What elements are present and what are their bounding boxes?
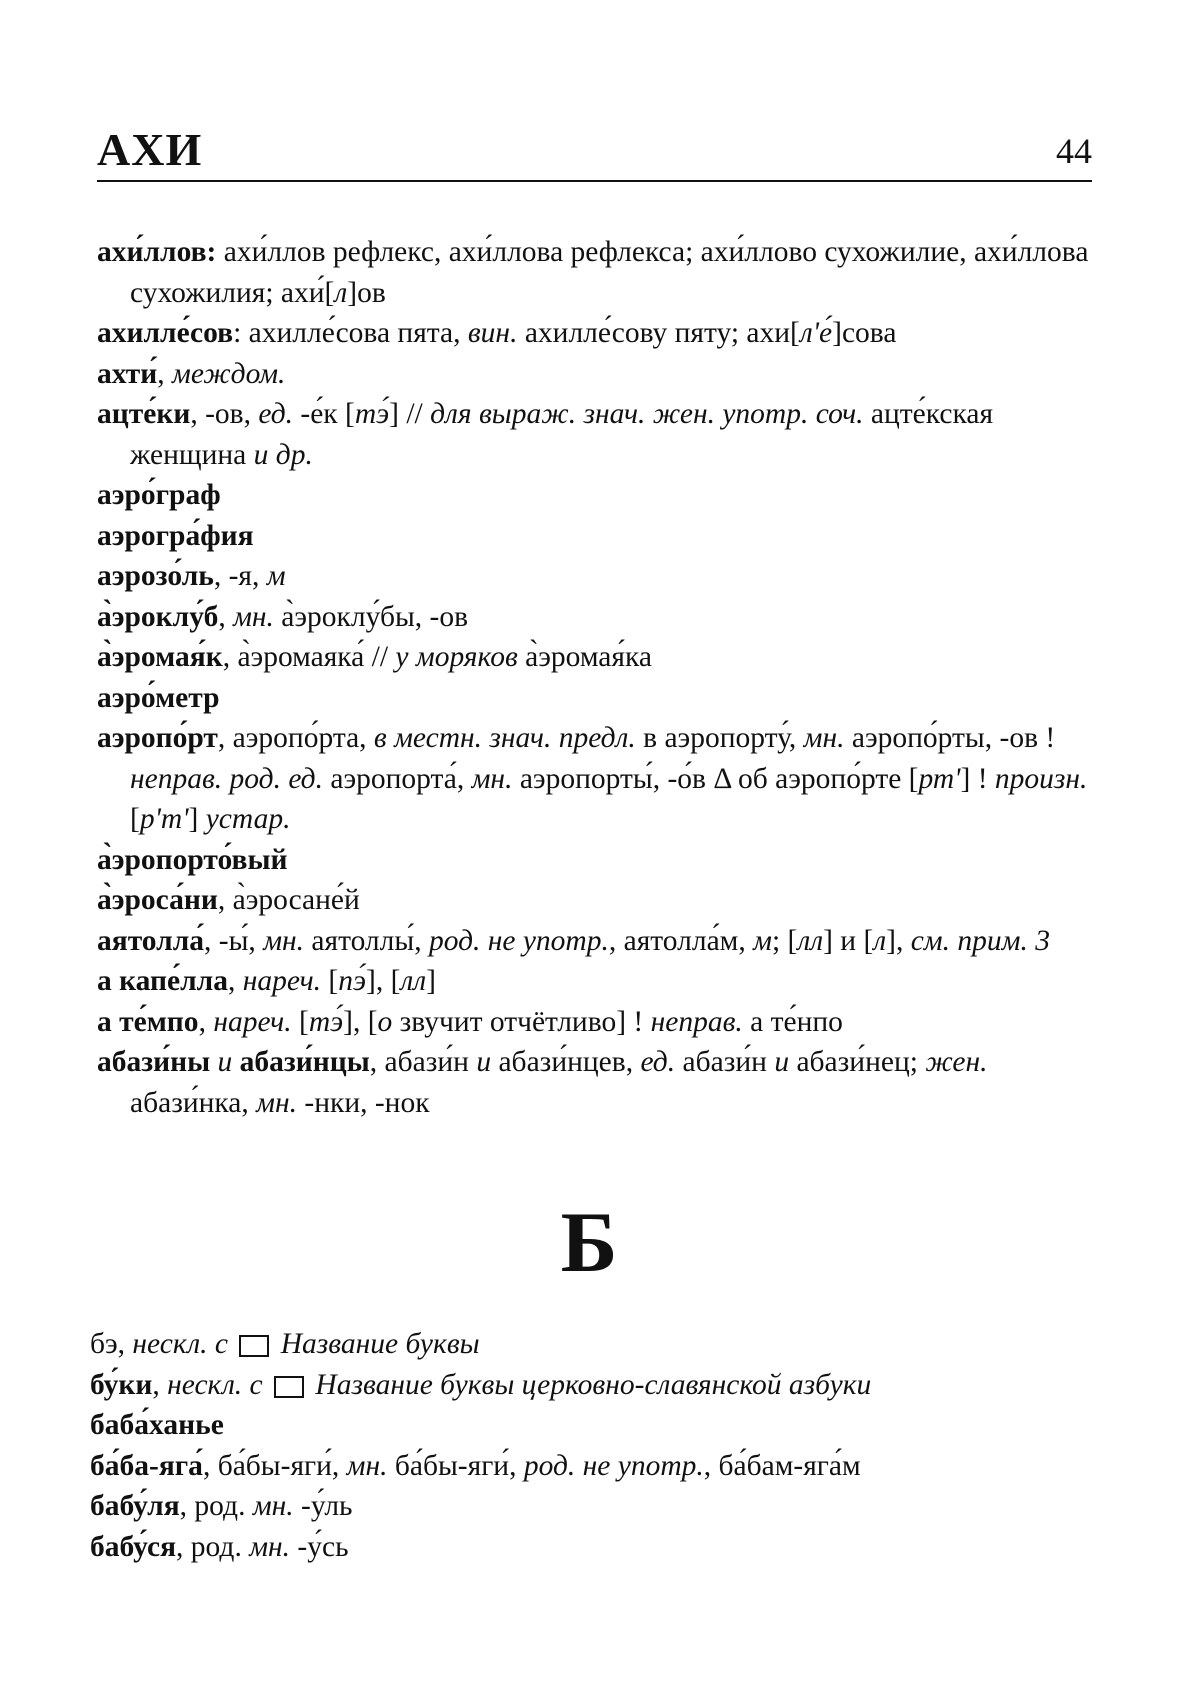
entry-headword: аэро́метр bbox=[97, 681, 220, 714]
entry-headword: аятолла́ bbox=[97, 924, 205, 957]
entry-headword: баба́ханье bbox=[90, 1409, 224, 1441]
entry-aeroport: аэропо́рт, аэропо́рта, в местн. знач. предл. в аэропорту́, мн. аэропо́рты, -ов ! неправ. род. ед. аэропорта́, мн. аэропорты́, -о́в Δ об аэропо́рте [ртʹ] ! произн. [рʹтʹ] устар. bbox=[97, 722, 1088, 835]
entry-babakhanye bbox=[90, 1405, 1100, 1446]
entry-headword: а̀эромая́к bbox=[97, 641, 223, 673]
entry-headword: а̀эроса́ни bbox=[97, 884, 218, 916]
definition-box-icon bbox=[274, 1376, 304, 1398]
entry-headword: бабу́ся bbox=[90, 1530, 177, 1563]
entry-a-kapella: а капе́лла, нареч. [пэ́], [лл] bbox=[97, 965, 436, 997]
section-letter: Б bbox=[560, 1194, 618, 1290]
entry-aerograf bbox=[97, 475, 1097, 516]
definition-box-icon bbox=[239, 1335, 269, 1357]
entry-headword: а капе́лла bbox=[97, 965, 228, 997]
entry-lead: бэ bbox=[90, 1328, 118, 1360]
header-headword: АХИ bbox=[97, 124, 203, 175]
entry-a-tempo: а те́мпо, нареч. [тэ́], [о звучит отчётливо] ! неправ. а те́нпо bbox=[97, 1005, 843, 1038]
entry-akhti: ахти́, междом. bbox=[97, 357, 286, 390]
running-header bbox=[97, 118, 1092, 182]
entry-headword: ахи́ллов: bbox=[97, 236, 217, 268]
entry-headword: аэро́граф bbox=[97, 479, 221, 511]
entry-atsteki: ацте́ки, -ов, ед. -е́к [тэ́] // для выраж. знач. жен. употр. соч. ацте́кская женщина и др. bbox=[97, 398, 994, 471]
entry-headword: а те́мпо bbox=[97, 1005, 199, 1038]
entry-akhillov: ахи́ллов: ахи́ллов рефлекс, ахи́ллова рефлекса; ахи́ллово сухожилие, ахи́ллова сухожилия; ахи́[л]ов bbox=[97, 236, 1089, 309]
entry-headword: а̀эропорто́вый bbox=[97, 843, 288, 876]
entry-babusya: бабу́ся, род. мн. -у́сь bbox=[90, 1530, 349, 1563]
entry-aeromayak: а̀эромая́к, а̀эромаяка́ // у моряков а̀эромая́ка bbox=[97, 641, 652, 673]
entry-baba-yaga: ба́ба-яга́, ба́бы-яги́, мн. ба́бы-яги́, род. не употр., ба́бам-яга́м bbox=[90, 1449, 861, 1482]
entry-headword: ба́ба-яга́ bbox=[90, 1449, 203, 1482]
entry-headword: бу́ки bbox=[90, 1368, 153, 1401]
entry-aerografiya bbox=[97, 516, 1097, 557]
entry-aeroportovy bbox=[97, 840, 1097, 881]
entry-headword: ацте́ки bbox=[97, 398, 191, 430]
entry-akhillesov: ахилле́сов: ахилле́сова пята, вин. ахилле́сову пяту; ахи[лʹе́]сова bbox=[97, 317, 897, 349]
entry-babulya: бабу́ля, род. мн. -у́ль bbox=[90, 1490, 353, 1522]
entry-headword: бабу́ля bbox=[90, 1490, 180, 1522]
entry-ayatolla: аятолла́, -ы́, мн. аятоллы́, род. не употр., аятолла́м, м; [лл] и [л], см. прим. 3 bbox=[97, 924, 1050, 957]
entry-headword: ахти́ bbox=[97, 357, 158, 390]
entry-abaziny: абази́ны и абази́нцы, абази́н и абази́нцев, ед. абази́н и абази́нец; жен. абази́нка, мн. -нки, -нок bbox=[97, 1046, 988, 1119]
entry-aerosani: а̀эроса́ни, а̀эросане́й bbox=[97, 884, 360, 916]
entry-headword: аэрозо́ль bbox=[97, 560, 214, 592]
page-number: 44 bbox=[1056, 131, 1092, 171]
entries-section-b bbox=[90, 1324, 1100, 1567]
entry-headword: аэропо́рт bbox=[97, 722, 218, 754]
entry-headword: абази́ны bbox=[97, 1046, 211, 1078]
entry-aerometr bbox=[97, 678, 1097, 719]
entry-headword: ахилле́сов bbox=[97, 317, 234, 349]
entry-headword: аэрогра́фия bbox=[97, 519, 254, 552]
entries-section-a bbox=[97, 232, 1097, 1123]
entry-be: бэ, нескл. с Название буквы bbox=[90, 1328, 480, 1360]
entry-headword-variant: абази́нцы bbox=[239, 1046, 370, 1078]
entry-headword: а̀эроклу́б bbox=[97, 600, 219, 633]
entry-aerozol: аэрозо́ль, -я, м bbox=[97, 560, 286, 592]
entry-aeroklub: а̀эроклу́б, мн. а̀эроклу́бы, -ов bbox=[97, 600, 469, 633]
entry-buki: бу́ки, нескл. с Название буквы церковно-славянской азбуки bbox=[90, 1368, 872, 1401]
